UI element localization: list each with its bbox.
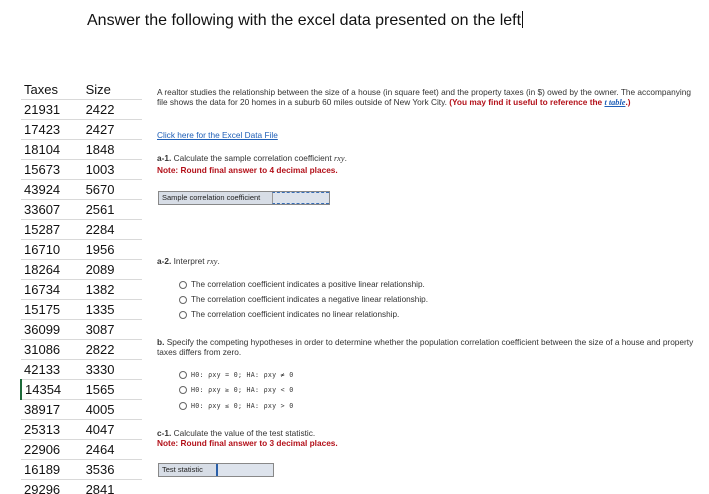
excel-row xyxy=(21,300,142,320)
excel-cell-taxes[interactable]: 43924 xyxy=(21,180,82,200)
hypothesis-option-2[interactable] xyxy=(179,385,293,395)
option-label: The correlation coefficient indicates a positive linear relationship. xyxy=(191,280,425,289)
excel-cell-taxes[interactable]: 36099 xyxy=(21,320,82,340)
a1-suffix: . xyxy=(344,153,347,163)
b-text: Specify the competing hypotheses in order to determine whether the population correlation coefficient between the size of a house and property taxes differs from zero. xyxy=(157,337,694,357)
option-label: H0: ρxy ≤ 0; HA: ρxy > 0 xyxy=(191,402,294,410)
radio-button[interactable] xyxy=(179,386,187,394)
excel-row xyxy=(21,100,142,120)
excel-cell-taxes[interactable]: 18264 xyxy=(21,260,82,280)
excel-cell-taxes[interactable]: 22906 xyxy=(21,440,82,460)
excel-table-body xyxy=(21,80,142,494)
intro-text: A realtor studies the relationship between the size of a house (in square feet) and the property taxes (in $) owed by the owner. The accompanying file shows the data for 20 homes in a suburb 60 miles outside of New York City. xyxy=(157,87,691,107)
option-label: The correlation coefficient indicates no linear relationship. xyxy=(191,310,400,319)
a2-text: Interpret xyxy=(173,256,207,266)
b-label: b. xyxy=(157,337,165,347)
excel-cell-size[interactable]: 3087 xyxy=(82,320,142,340)
excel-row xyxy=(21,260,142,280)
excel-data-file-link[interactable]: Click here for the Excel Data File xyxy=(157,130,278,140)
excel-cell-taxes[interactable]: 14354 xyxy=(21,380,82,400)
excel-row xyxy=(21,320,142,340)
excel-cell-size[interactable]: 3536 xyxy=(82,460,142,480)
c1-label: c-1. xyxy=(157,428,172,438)
option-label: The correlation coefficient indicates a negative linear relationship. xyxy=(191,295,428,304)
question-c1 xyxy=(157,428,315,438)
excel-row xyxy=(21,200,142,220)
excel-cell-size[interactable]: 4005 xyxy=(82,400,142,420)
excel-row xyxy=(21,380,142,400)
correlation-answer-row xyxy=(158,191,330,205)
excel-cell-taxes[interactable]: 21931 xyxy=(21,100,82,120)
page-title-text: Answer the following with the excel data presented on the left xyxy=(87,12,522,29)
excel-header-size[interactable]: Size xyxy=(82,80,142,100)
excel-row xyxy=(21,280,142,300)
a1-label: a-1. xyxy=(157,153,172,163)
hypothesis-option-3[interactable] xyxy=(179,401,293,411)
excel-row xyxy=(21,220,142,240)
excel-cell-size[interactable]: 2561 xyxy=(82,200,142,220)
excel-cell-size[interactable]: 2841 xyxy=(82,480,142,494)
a2-label: a-2. xyxy=(157,256,172,266)
page-title xyxy=(87,11,523,30)
excel-row xyxy=(21,180,142,200)
excel-cell-size[interactable]: 2464 xyxy=(82,440,142,460)
excel-cell-size[interactable]: 1848 xyxy=(82,140,142,160)
excel-cell-taxes[interactable]: 18104 xyxy=(21,140,82,160)
excel-cell-taxes[interactable]: 16734 xyxy=(21,280,82,300)
excel-cell-taxes[interactable]: 31086 xyxy=(21,340,82,360)
radio-button[interactable] xyxy=(179,371,187,379)
excel-cell-taxes[interactable]: 38917 xyxy=(21,400,82,420)
c1-text: Calculate the value of the test statistic. xyxy=(173,428,316,438)
excel-cell-size[interactable]: 1003 xyxy=(82,160,142,180)
correlation-input[interactable] xyxy=(272,192,329,204)
radio-button[interactable] xyxy=(179,281,187,289)
excel-cell-size[interactable]: 1382 xyxy=(82,280,142,300)
excel-cell-size[interactable]: 2284 xyxy=(82,220,142,240)
text-cursor xyxy=(522,11,523,28)
excel-cell-taxes[interactable]: 16710 xyxy=(21,240,82,260)
a2-suffix: . xyxy=(217,256,220,266)
excel-cell-size[interactable]: 3330 xyxy=(82,360,142,380)
excel-row xyxy=(21,340,142,360)
excel-row xyxy=(21,480,142,494)
hint-prefix: (You may find it useful to reference the xyxy=(449,97,605,107)
interpret-option-none[interactable] xyxy=(179,310,399,320)
excel-cell-taxes[interactable]: 29296 xyxy=(21,480,82,494)
excel-cell-taxes[interactable]: 42133 xyxy=(21,360,82,380)
excel-cell-taxes[interactable]: 17423 xyxy=(21,120,82,140)
excel-row xyxy=(21,400,142,420)
excel-cell-taxes[interactable]: 15673 xyxy=(21,160,82,180)
excel-row xyxy=(21,120,142,140)
excel-cell-taxes[interactable]: 16189 xyxy=(21,460,82,480)
question-a1 xyxy=(157,153,347,164)
radio-button[interactable] xyxy=(179,402,187,410)
excel-cell-size[interactable]: 1335 xyxy=(82,300,142,320)
radio-button[interactable] xyxy=(179,311,187,319)
c1-note: Note: Round final answer to 3 decimal places. xyxy=(157,438,338,448)
excel-row xyxy=(21,460,142,480)
excel-row xyxy=(21,240,142,260)
a1-text: Calculate the sample correlation coefficient xyxy=(173,153,334,163)
test-statistic-box-label: Test statistic xyxy=(162,465,203,474)
excel-cell-size[interactable]: 5670 xyxy=(82,180,142,200)
excel-cell-size[interactable]: 1565 xyxy=(82,380,142,400)
excel-row xyxy=(21,420,142,440)
excel-cell-size[interactable]: 4047 xyxy=(82,420,142,440)
excel-cell-taxes[interactable]: 25313 xyxy=(21,420,82,440)
excel-cell-taxes[interactable]: 15287 xyxy=(21,220,82,240)
option-label: H0: ρxy = 0; HA: ρxy ≠ 0 xyxy=(191,371,294,379)
test-statistic-input[interactable] xyxy=(216,464,273,476)
radio-button[interactable] xyxy=(179,296,187,304)
excel-cell-taxes[interactable]: 15175 xyxy=(21,300,82,320)
excel-row xyxy=(21,160,142,180)
excel-cell-taxes[interactable]: 33607 xyxy=(21,200,82,220)
a1-symbol: rxy xyxy=(333,154,345,163)
excel-header-taxes[interactable]: Taxes xyxy=(21,80,82,100)
excel-data-table xyxy=(20,80,142,494)
question-a2 xyxy=(157,256,220,267)
excel-cell-size[interactable]: 2822 xyxy=(82,340,142,360)
option-label: H0: ρxy ≥ 0; HA: ρxy < 0 xyxy=(191,386,294,394)
excel-header-row xyxy=(21,80,142,100)
excel-cell-size[interactable]: 2089 xyxy=(82,260,142,280)
excel-row xyxy=(21,360,142,380)
correlation-box-label: Sample correlation coefficient xyxy=(162,193,261,202)
interpret-option-negative[interactable] xyxy=(179,295,428,305)
excel-cell-size[interactable]: 2422 xyxy=(82,100,142,120)
excel-cell-size[interactable]: 2427 xyxy=(82,120,142,140)
a2-symbol: rxy xyxy=(206,257,218,266)
excel-cell-size[interactable]: 1956 xyxy=(82,240,142,260)
hypothesis-option-1[interactable] xyxy=(179,370,293,380)
test-statistic-answer-row xyxy=(158,463,274,477)
problem-intro xyxy=(157,87,697,108)
excel-row xyxy=(21,140,142,160)
interpret-option-positive[interactable] xyxy=(179,280,425,290)
a1-note: Note: Round final answer to 4 decimal places. xyxy=(157,165,338,175)
hint-suffix: .) xyxy=(625,97,631,107)
excel-row xyxy=(21,440,142,460)
ttable-hint xyxy=(449,97,630,107)
question-b xyxy=(157,337,697,357)
t-table-link[interactable]: t table xyxy=(604,98,626,107)
